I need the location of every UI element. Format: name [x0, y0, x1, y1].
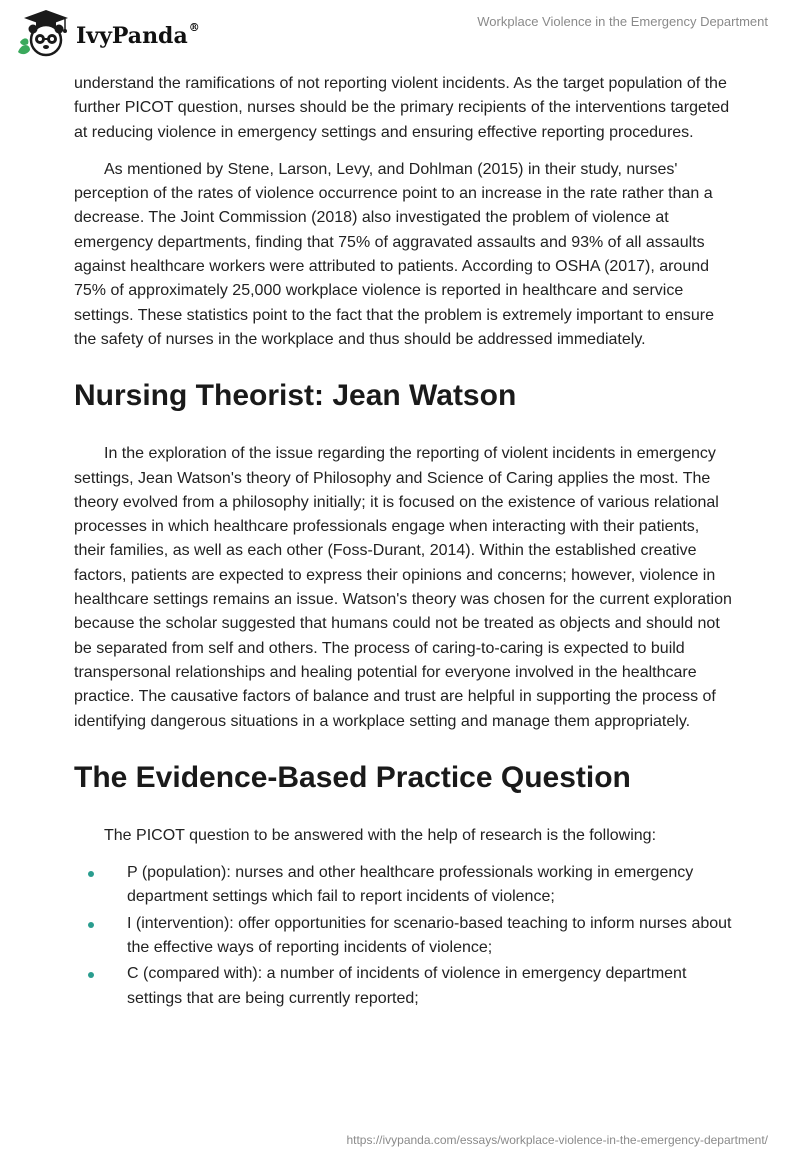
panda-logo-icon — [14, 8, 72, 60]
brand-text: IvyPanda — [76, 23, 188, 49]
source-url[interactable]: https://ivypanda.com/essays/workplace-violence-in-the-emergency-department/ — [346, 1133, 768, 1147]
ivypanda-logo[interactable] — [14, 8, 200, 60]
brand-name — [76, 23, 200, 49]
paragraph-watson-theory: In the exploration of the issue regarding the reporting of violent incidents in emergency settings, Jean Watson's theory of Philosophy and Science of Caring applies the most. The theory evolved from a philosophy initially; it is focused on the existence of various relational processes in which healthcare professionals engage when interacting with their patients, their families, as well as each other (Foss-Durant, 2014). Within the established creative factors, patients are expected to express their opinions and concerns; however, violence in healthcare settings remains an issue. Watson's theory was chosen for the current exploration because the scholar suggested that humans could not be treated as objects and should not be separated from self and others. The process of caring-to-caring is expected to build transpersonal relationships and healing potential for everyone involved in the healthcare practice. The causative factors of balance and trust are helpful in supporting the process of identifying dangerous situations in a workplace setting and manage them appropriately. — [74, 445, 732, 730]
list-item-text: P (population): nurses and other healthcare professionals working in emergency department settings which fail to report incidents of violence; — [127, 864, 694, 906]
picot-list — [74, 861, 734, 1011]
list-item — [74, 962, 734, 1011]
list-item — [74, 861, 734, 910]
brand-registered-mark: ® — [188, 21, 200, 34]
list-item-text: C (compared with): a number of incidents of violence in emergency department settings that are being currently reported; — [127, 965, 687, 1007]
paragraph-continued: understand the ramifications of not reporting violent incidents. As the target population of the further PICOT question, nurses should be the primary recipients of the interventions targeted at reducing violence in emergency settings and ensuring effective reporting procedures. — [74, 75, 730, 141]
list-item-text: I (intervention): offer opportunities for scenario-based teaching to inform nurses about the effective ways of reporting incidents of violence; — [127, 914, 732, 957]
bullet-icon — [88, 922, 94, 928]
page-header — [0, 0, 800, 70]
bullet-icon — [88, 871, 94, 877]
bullet-icon — [88, 972, 94, 978]
heading-nursing-theorist: Nursing Theorist: Jean Watson — [74, 379, 517, 413]
essay-body — [74, 72, 734, 1013]
paragraph-statistics: As mentioned by Stene, Larson, Levy, and Dohlman (2015) in their study, nurses' perception of the rates of violence occurrence point to an increase in the rate rather than a decrease. The Joint Commission (2018) also investigated the problem of violence at emergency departments, finding that 75% of aggravated assaults and 93% of all assaults against healthcare workers were attributed to patients. According to OSHA (2017), around 75% of approximately 25,000 workplace violence is reported in healthcare and service settings. These statistics point to the fact that the problem is extremely important to ensure the safety of nurses in the workplace and thus should be addressed immediately. — [74, 160, 715, 348]
list-item — [74, 912, 734, 961]
document-title: Workplace Violence in the Emergency Department — [477, 14, 768, 29]
heading-ebp-question: The Evidence-Based Practice Question — [74, 760, 631, 794]
paragraph-picot-intro: The PICOT question to be answered with the help of research is the following: — [104, 826, 657, 844]
